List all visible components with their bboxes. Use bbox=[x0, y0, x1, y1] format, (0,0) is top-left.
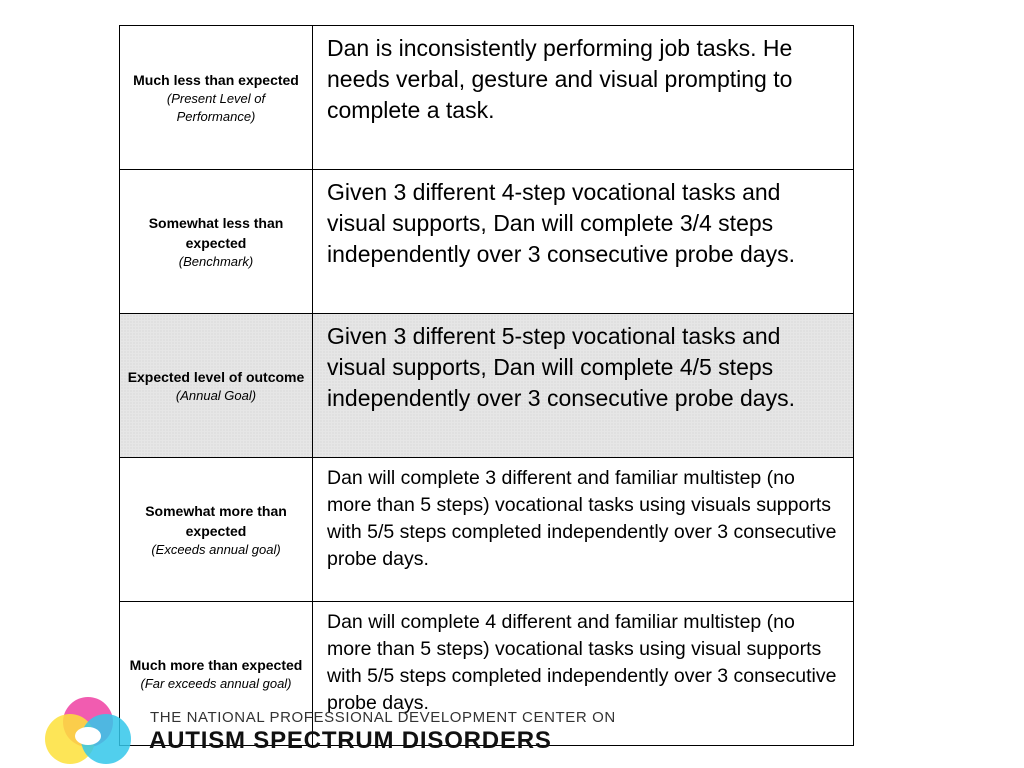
level-subtitle: (Benchmark) bbox=[178, 253, 254, 269]
level-subtitle: (Exceeds annual goal) bbox=[151, 541, 281, 557]
level-label-cell bbox=[120, 26, 313, 170]
level-description: Dan is inconsistently performing job tasks. He needs verbal, gesture and visual prompting to complete a task. bbox=[313, 26, 854, 170]
level-label-cell bbox=[120, 314, 313, 458]
level-title: Expected level of outcome bbox=[127, 368, 305, 385]
level-description: Given 3 different 5-step vocational tasks and visual supports, Dan will complete 4/5 steps independently over 3 consecutive probe days. bbox=[313, 314, 854, 458]
level-description: Dan will complete 3 different and familiar multistep (no more than 5 steps) vocational tasks using visuals supports with 5/5 steps completed independently over 3 consecutive probe days. bbox=[313, 458, 854, 602]
table-row-highlighted bbox=[120, 314, 854, 458]
level-title: Much more than expected bbox=[129, 656, 303, 673]
level-subtitle: (Present Level of Performance) bbox=[166, 90, 266, 124]
npdc-logo-icon bbox=[40, 694, 140, 768]
level-label-cell bbox=[120, 458, 313, 602]
table-row bbox=[120, 170, 854, 314]
table-row bbox=[120, 458, 854, 602]
level-description: Dan will complete 4 different and familiar multistep (no more than 5 steps) vocational tasks using visual supports with 5/5 steps completed independently over 3 consecutive probe days. bbox=[313, 602, 854, 746]
level-description: Given 3 different 4-step vocational tasks and visual supports, Dan will complete 3/4 steps independently over 3 consecutive probe days. bbox=[313, 170, 854, 314]
level-label-cell bbox=[120, 170, 313, 314]
table-row bbox=[120, 26, 854, 170]
level-title: Somewhat more than expected bbox=[145, 502, 287, 539]
level-subtitle: (Far exceeds annual goal) bbox=[140, 675, 292, 691]
level-title: Somewhat less than expected bbox=[148, 214, 284, 251]
footer-org-line2: AUTISM SPECTRUM DISORDERS bbox=[149, 727, 552, 754]
goal-attainment-table bbox=[119, 25, 854, 746]
footer-org-line1: THE NATIONAL PROFESSIONAL DEVELOPMENT CENTER ON bbox=[150, 709, 616, 726]
level-title: Much less than expected bbox=[133, 71, 299, 88]
level-subtitle: (Annual Goal) bbox=[175, 387, 257, 403]
